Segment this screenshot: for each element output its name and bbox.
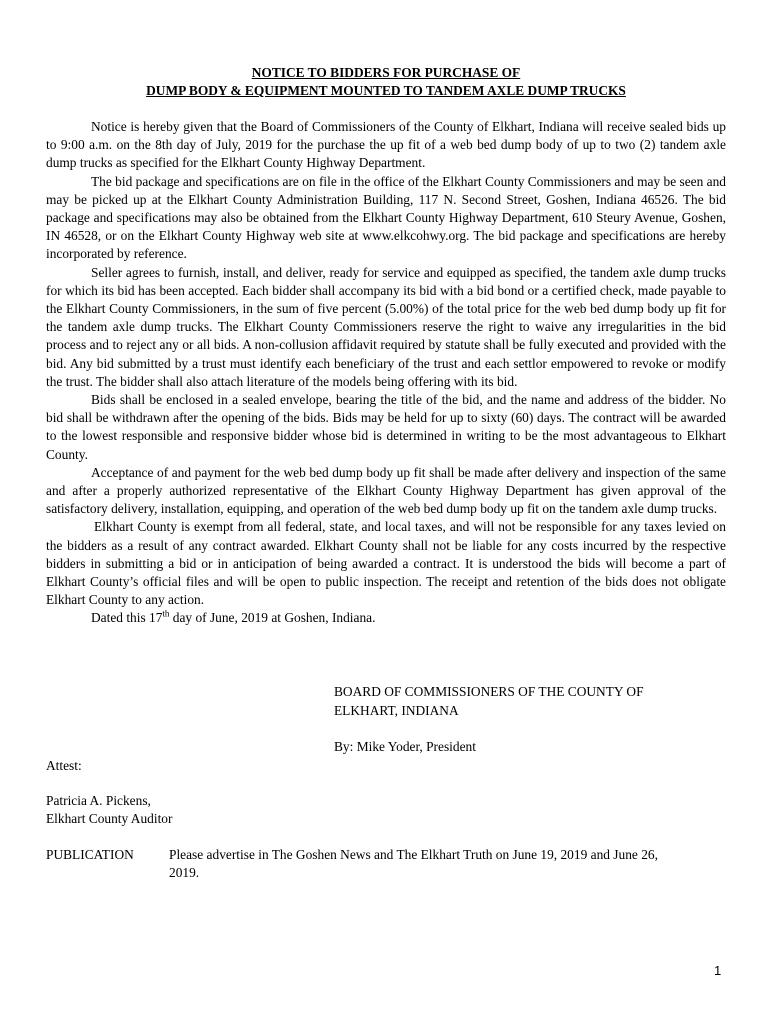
notice-body (46, 118, 726, 628)
board-heading-line1: BOARD OF COMMISSIONERS OF THE COUNTY OF (334, 684, 644, 699)
paragraph-notice: Notice is hereby given that the Board of Commissioners of the County of Elkhart, Indiana will receive sealed bids up to 9:00 a.m. on the 8th day of July, 2019 for the purchase the up fit of a web bed dump body of up to two (2) tandem axle dump trucks as specified for the Elkhart County Highway Department. (46, 119, 726, 171)
page-number: 1 (714, 963, 722, 978)
dated-line (46, 609, 726, 627)
auditor-name: Patricia A. Pickens, (46, 793, 151, 808)
dated-prefix: Dated this 17 (91, 610, 163, 626)
paragraph-seller-agrees: Seller agrees to furnish, install, and deliver, ready for service and equipped as specified, the tandem axle dump trucks for which its bid has been accepted. Each bidder shall accompany its bid with a bid bond or a certified check, made payable to the Elkhart County Commissioners, in the sum of five percent (5.00%) of the total price for the web bed dump body up fit for the tandem axle dump trucks. The Elkhart County Commissioners reserve the right to waive any irregularities in the bid process and to reject any or all bids. A non-collusion affidavit required by statute shall be fully executed and provided with the bid. Any bid submitted by a trust must identify each beneficiary of the trust and each settlor empowered to revoke or modify the trust. The bidder shall also attach literature of the models being offering with its bid. (46, 264, 726, 389)
paragraph-acceptance: Acceptance of and payment for the web bed dump body up fit shall be made after delivery and inspection of the same and after a properly authorized representative of the Elkhart County Highway Department has given approval of the satisfactory delivery, installation, equipping, and operation of the web bed dump body up fit on the tandem axle dump trucks. (46, 464, 726, 517)
notice-title-line1: NOTICE TO BIDDERS FOR PURCHASE OF (251, 65, 521, 80)
board-heading-line2: ELKHART, INDIANA (334, 703, 459, 718)
signature-by-line: By: Mike Yoder, President (334, 739, 476, 754)
dated-superscript: th (162, 609, 170, 620)
paragraph-bid-package: The bid package and specifications are on file in the office of the Elkhart County Commissioners and may be seen and may be picked up at the Elkhart County Administration Building, 117 N. Second Street, Goshen, Indiana 46526. The bid package and specifications may also be obtained from the Elkhart County Highway Department, 610 Steury Avenue, Goshen, IN 46528, or on the Elkhart County Highway web site at www.elkcohwy.org. The bid package and specifications are hereby incorporated by reference. (46, 173, 726, 262)
dated-suffix: day of June, 2019 at Goshen, Indiana. (169, 610, 376, 626)
publication-instructions-line1: Please advertise in The Goshen News and The Elkhart Truth on June 19, 2019 and June 26, (169, 847, 658, 862)
auditor-title: Elkhart County Auditor (46, 811, 173, 826)
publication-instructions-line2: 2019. (169, 865, 200, 880)
notice-title-line2: DUMP BODY & EQUIPMENT MOUNTED TO TANDEM AXLE DUMP TRUCKS (146, 83, 626, 98)
paragraph-tax-exempt: Elkhart County is exempt from all federal, state, and local taxes, and will not be responsible for any taxes levied on the bidders as a result of any contract awarded. Elkhart County shall not be liable for any costs incurred by the respective bidders in submitting a bid or in anticipation of being awarded a contract. It is understood the bids will become a part of Elkhart County’s official files and will be open to public inspection. The receipt and retention of the bids does not obligate Elkhart County to any action. (46, 519, 726, 608)
publication-label: PUBLICATION (46, 847, 134, 862)
attest-label: Attest: (46, 758, 82, 773)
paragraph-sealed-envelope: Bids shall be enclosed in a sealed envelope, bearing the title of the bid, and the name and address of the bidder. No bid shall be withdrawn after the opening of the bids. Bids may be held for up to sixty (60) days. The contract will be awarded to the lowest responsible and responsive bidder whose bid is determined in writing to be the most advantageous to Elkhart County. (46, 392, 726, 462)
